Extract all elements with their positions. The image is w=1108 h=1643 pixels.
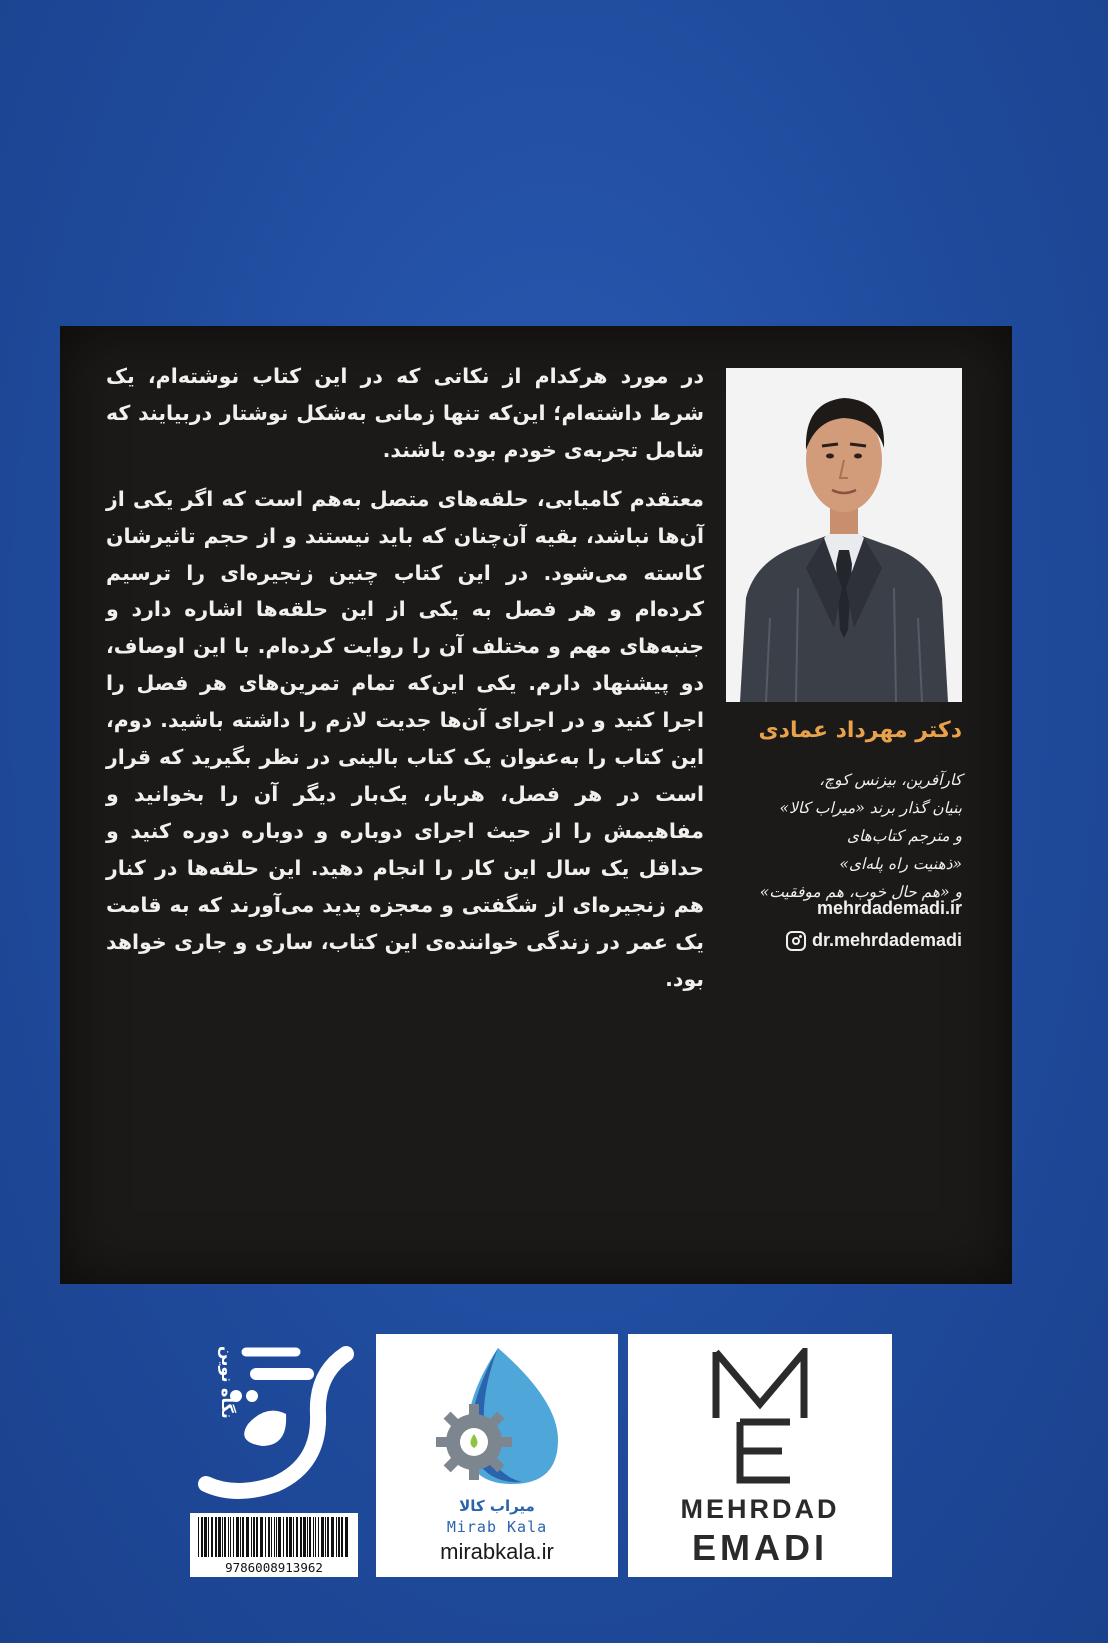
instagram-handle: dr.mehrdademadi <box>811 930 962 950</box>
barcode-bar <box>218 1517 221 1557</box>
mirab-kala-logo-card <box>376 1334 618 1577</box>
barcode-bar <box>338 1517 340 1557</box>
barcode-bar <box>233 1517 234 1557</box>
barcode-bar <box>224 1517 226 1557</box>
barcode-bar <box>274 1517 275 1557</box>
barcode-bar <box>307 1517 308 1557</box>
barcode-bar <box>215 1517 217 1557</box>
barcode-bar <box>228 1517 229 1557</box>
barcode-bar <box>242 1517 244 1557</box>
author-name: دکتر مهرداد عمادی <box>758 718 962 743</box>
mirab-drop-gear-icon <box>426 1344 568 1494</box>
barcode-bar <box>345 1517 348 1557</box>
barcode-bar <box>201 1517 203 1557</box>
barcode-bar <box>251 1517 252 1557</box>
author-bio-line: و مترجم کتاب‌های <box>846 827 962 845</box>
barcode-bar <box>315 1517 316 1557</box>
barcode-bar <box>230 1517 231 1557</box>
brand-name-first: MEHRDAD <box>680 1494 840 1524</box>
mirab-english-name: Mirab Kala <box>446 1518 548 1536</box>
barcode-bar <box>222 1517 223 1557</box>
barcode-bar <box>236 1517 239 1557</box>
barcode-bar <box>260 1517 263 1557</box>
barcode-bar <box>198 1517 199 1557</box>
barcode-bar <box>271 1517 272 1557</box>
barcode-bar <box>265 1517 266 1557</box>
barcode-bar <box>256 1517 258 1557</box>
barcode-bar <box>204 1517 207 1557</box>
author-instagram <box>786 930 962 951</box>
barcode-bars <box>196 1517 352 1557</box>
barcode-bar <box>341 1517 343 1557</box>
author-bio-line: «ذهنیت راه پله‌ای» <box>839 855 962 873</box>
barcode-bar <box>283 1517 284 1557</box>
barcode-bar <box>208 1517 209 1557</box>
barcode-bar <box>321 1517 324 1557</box>
blurb-text <box>106 358 704 1009</box>
isbn-barcode <box>190 1513 358 1577</box>
author-bio-line: بنیان گذار برند «میراب کالا» <box>779 799 962 817</box>
blurb-paragraph-1: در مورد هرکدام از نکاتی که در این کتاب نوشته‌ام، یک شرط داشته‌ام؛ این‌که تنها زمانی به‌شکل نوشتار دربیایند که شامل تجربه‌ی خودم بوده باشند. <box>106 364 704 462</box>
barcode-bar <box>303 1517 306 1557</box>
barcode-bar <box>240 1517 241 1557</box>
barcode-bar <box>336 1517 337 1557</box>
author-website: mehrdademadi.ir <box>816 898 962 918</box>
barcode-bar <box>286 1517 288 1557</box>
author-portrait-illustration <box>726 368 962 702</box>
isbn-number: 9786008913962 <box>225 1560 323 1575</box>
barcode-bar <box>325 1517 326 1557</box>
author-bio-line: کارآفرین، بیزنس کوچ، <box>819 771 962 789</box>
blurb-paragraph-2: معتقدم کامیابی، حلقه‌های متصل به‌هم است که اگر یکی از آن‌ها نباشد، بقیه آن‌چنان که باید نیستند و از حجم تاثیرشان کاسته می‌شود. در این کتاب چنین زنجیره‌ای را ترسیم کرده‌ام و هر فصل به یکی از این حلقه‌ها اشاره دارد و جنبه‌های مهم و مختلف آن را روایت کرده‌ام. با این اوصاف، دو پیشنهاد دارم. یکی این‌که تمام تمرین‌های هر فصل را اجرا کنید و در اجرای آن‌ها جدیت لازم را داشته باشید. دوم، این کتاب را به‌عنوان یک کتاب بالینی در نظر بگیرید که قرار است در هر فصل، هربار، یک‌بار دیگر آن را بخوانید و مفاهیمش را از حیث اجرای دوباره و دوباره دوره کنید و حداقل یک سال این کار را انجام دهید. این حلقه‌ها در کنار هم زنجیره‌ای از شگفتی و معجزه پدید می‌آورند که به قامت یک عمر در زندگی خواننده‌ی این کتاب، ساری و جاری خواهد بود. <box>106 486 704 991</box>
barcode-bar <box>253 1517 255 1557</box>
back-cover-panel <box>60 326 1012 1284</box>
barcode-bar <box>268 1517 270 1557</box>
barcode-bar <box>296 1517 298 1557</box>
barcode-bar <box>293 1517 294 1557</box>
barcode-bar <box>309 1517 311 1557</box>
author-bio-line: و «هم حال خوب، هم موفقیت» <box>759 883 962 901</box>
barcode-bar <box>327 1517 329 1557</box>
mirab-website: mirabkala.ir <box>440 1539 554 1564</box>
mehrdad-emadi-logo-card <box>628 1334 892 1577</box>
barcode-bar <box>331 1517 334 1557</box>
barcode-bar <box>313 1517 314 1557</box>
instagram-icon <box>786 931 806 951</box>
author-photo <box>726 368 962 702</box>
mirab-persian-name: میراب کالا <box>459 1497 535 1515</box>
barcode-bar <box>211 1517 213 1557</box>
barcode-bar <box>300 1517 302 1557</box>
me-monogram-icon <box>710 1348 810 1484</box>
barcode-bar <box>289 1517 292 1557</box>
publisher-name: نگاه نوین <box>218 1346 237 1419</box>
barcode-bar <box>278 1517 281 1557</box>
barcode-bar <box>276 1517 277 1557</box>
author-bio <box>702 766 962 906</box>
brand-name-last: EMADI <box>692 1527 828 1568</box>
barcode-bar <box>318 1517 319 1557</box>
barcode-bar <box>246 1517 249 1557</box>
